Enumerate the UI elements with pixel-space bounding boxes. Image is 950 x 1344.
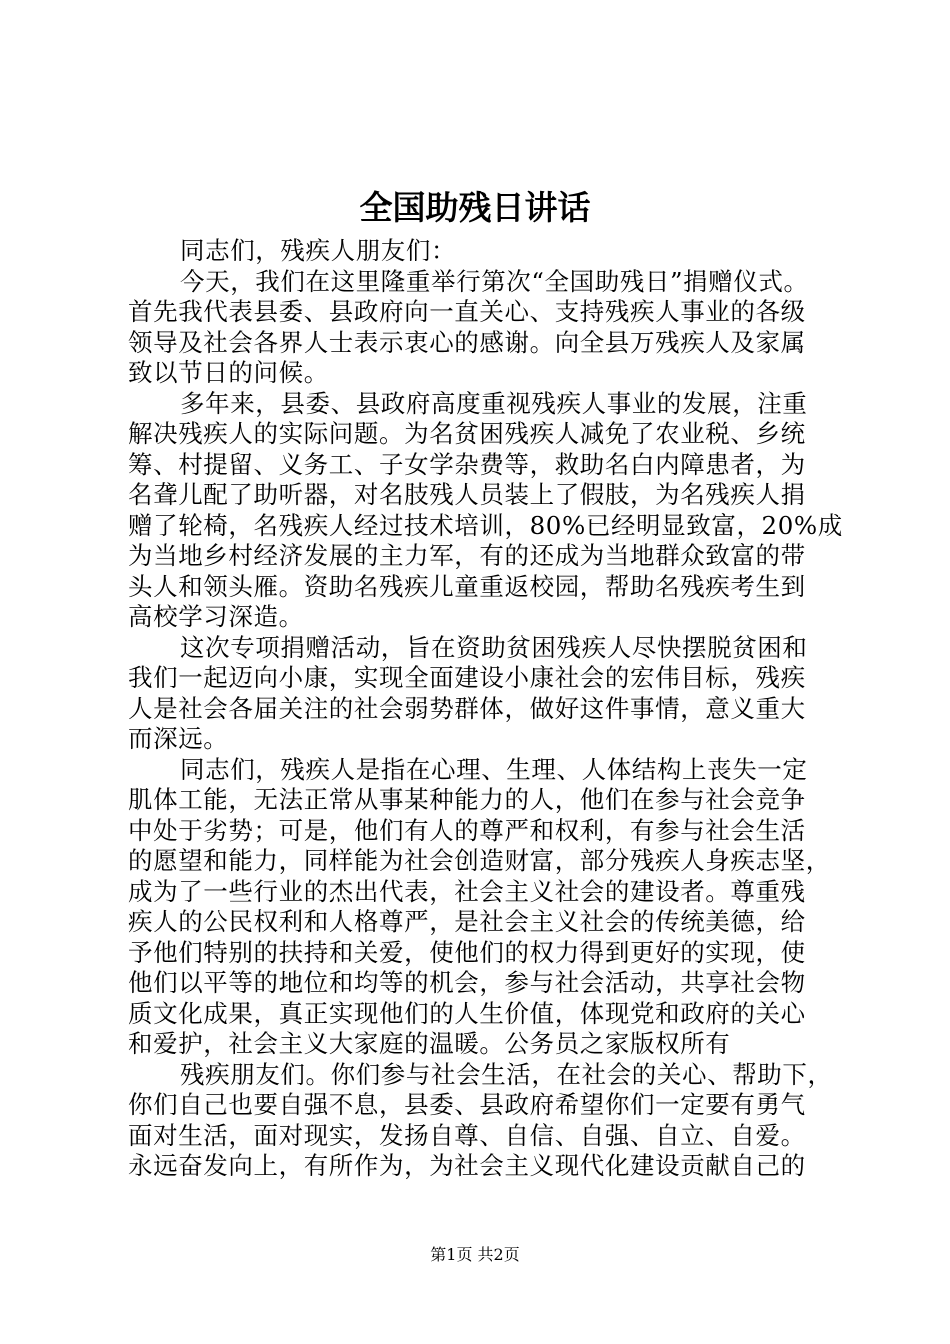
text-line: 这次专项捐赠活动，旨在资助贫困残疾人尽快摆脱贫困和	[180, 632, 808, 662]
text-line: 予他们特别的扶持和关爱，使他们的权力得到更好的实现，使	[128, 937, 806, 967]
text-line: 赠了轮椅，名残疾人经过技术培训，80%已经明显致富，20%成	[128, 510, 843, 540]
text-line: 永远奋发向上，有所作为，为社会主义现代化建设贡献自己的	[128, 1151, 806, 1180]
text-line: 名聋儿配了助听器，对名肢残人员装上了假肢，为名残疾人捐	[128, 480, 806, 509]
text-line: 残疾朋友们。你们参与社会生活，在社会的关心、帮助下，	[180, 1059, 833, 1089]
text-line: 同志们，残疾人是指在心理、生理、人体结构上丧失一定	[180, 754, 808, 784]
page-footer: 第1页 共2页	[430, 1245, 520, 1264]
text-line: 筹、村提留、义务工、子女学杂费等，救助名白内障患者，为	[128, 449, 806, 479]
document-body	[128, 236, 844, 1182]
text-line: 人是社会各届关注的社会弱势群体，做好这件事情，意义重大	[128, 693, 806, 723]
text-line: 首先我代表县委、县政府向一直关心、支持残疾人事业的各级	[128, 297, 806, 326]
document-title: 全国助残日讲话	[359, 188, 591, 227]
text-line: 而深远。	[128, 724, 229, 753]
text-line: 他们以平等的地位和均等的机会，参与社会活动，共享社会物	[128, 968, 806, 997]
text-line: 多年来，县委、县政府高度重视残疾人事业的发展，注重	[180, 388, 808, 418]
text-line: 解决残疾人的实际问题。为名贫困残疾人减免了农业税、乡统	[128, 419, 806, 448]
text-line: 为当地乡村经济发展的主力军，有的还成为当地群众致富的带	[128, 541, 806, 570]
text-line: 头人和领头雁。资助名残疾儿童重返校园，帮助名残疾考生到	[128, 571, 806, 601]
text-line: 中处于劣势；可是，他们有人的尊严和权利，有参与社会生活	[128, 815, 806, 845]
text-line: 和爱护，社会主义大家庭的温暖。公务员之家版权所有	[128, 1029, 731, 1058]
text-line: 肌体工能，无法正常从事某种能力的人，他们在参与社会竞争	[128, 785, 806, 814]
text-line: 今天，我们在这里隆重举行第次“全国助残日”捐赠仪式。	[180, 266, 809, 296]
text-line: 你们自己也要自强不息，县委、县政府希望你们一定要有勇气	[128, 1090, 806, 1119]
text-line: 同志们，残疾人朋友们：	[180, 236, 457, 265]
text-line: 疾人的公民权利和人格尊严，是社会主义社会的传统美德，给	[128, 907, 806, 936]
text-line: 的愿望和能力，同样能为社会创造财富，部分残疾人身疾志坚，	[128, 846, 831, 875]
text-line: 面对生活，面对现实，发扬自尊、自信、自强、自立、自爱。	[128, 1120, 806, 1150]
text-line: 高校学习深造。	[128, 602, 304, 631]
text-line: 我们一起迈向小康，实现全面建设小康社会的宏伟目标，残疾	[128, 663, 806, 692]
text-line: 成为了一些行业的杰出代表，社会主义社会的建设者。尊重残	[128, 876, 806, 906]
text-line: 领导及社会各界人士表示衷心的感谢。向全县万残疾人及家属	[128, 327, 806, 357]
text-line: 致以节日的问候。	[128, 358, 329, 387]
text-line: 质文化成果，真正实现他们的人生价值，体现党和政府的关心	[128, 998, 806, 1028]
